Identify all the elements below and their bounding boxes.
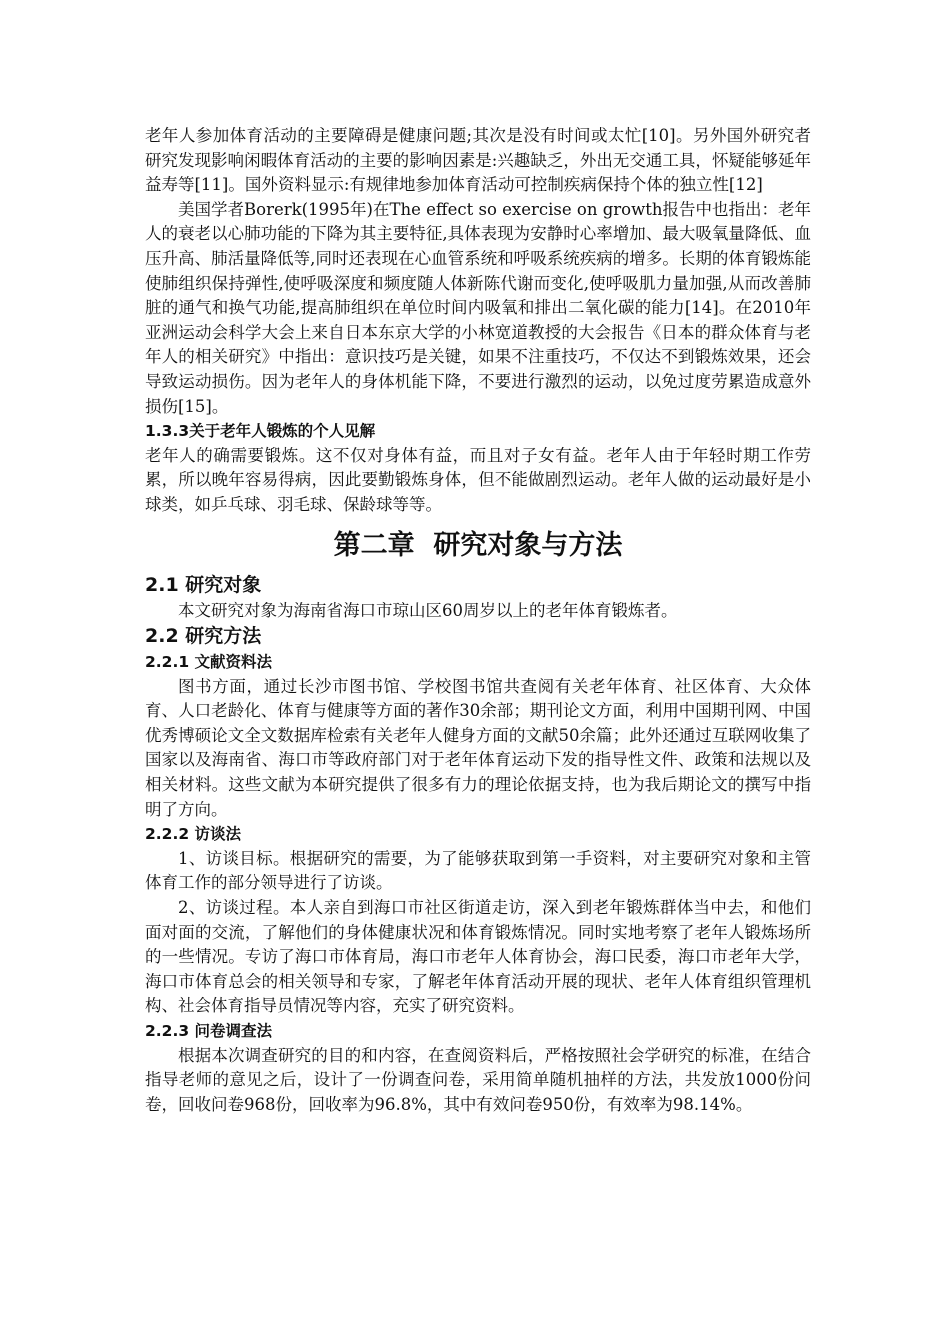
section-heading-2-2-1: 2.2.1 文献资料法 <box>145 653 273 672</box>
paragraph-personal-view: 老年人的确需要锻炼。这不仅对身体有益，而且对子女有益。老年人由于年轻时期工作劳累，所以晚年容易得病，因此要勤锻炼身体，但不能做剧烈运动。老年人做的运动最好是小球类，如乒乓球、羽毛球、保龄球等等。 <box>145 445 811 514</box>
paragraph-obstacles: 老年人参加体育活动的主要障碍是健康问题;其次是没有时间或太忙[10]。另外国外研究者研究发现影响闲暇体育活动的主要的影响因素是:兴趣缺乏，外出无交通工具，怀疑能够延年益寿等[11]。国外资料显示:有规律地参加体育活动可控制疾病保持个体的独立性[12] <box>145 126 811 195</box>
section-heading-2-2-2: 2.2.2 访谈法 <box>145 825 242 844</box>
document-page <box>145 124 811 1117</box>
paragraph-interview-goal: 1、访谈目标。根据研究的需要，为了能够获取到第一手资料，对主要研究对象和主管体育工作的部分领导进行了访谈。 <box>145 848 811 893</box>
paragraph-questionnaire-method: 根据本次调查研究的目的和内容，在查阅资料后，严格按照社会学研究的标准，在结合指导老师的意见之后，设计了一份调查问卷，采用简单随机抽样的方法，共发放1000份问卷，回收问卷968份，回收率为96.8%，其中有效问卷950份，有效率为98.14%。 <box>145 1045 811 1114</box>
section-heading-2-2-3: 2.2.3 问卷调查法 <box>145 1022 273 1040</box>
paragraph-borerk-report: 美国学者Borerk(1995年)在The effect so exercise on growth报告中也指出：老年人的衰老以心肺功能的下降为其主要特征,具体表现为安静时心率增加、最大吸氧量降低、血压升高、肺活量降低等,同时还表现在心血管系统和呼吸系统疾病的增多。长期的体育锻炼能使肺组织保持弹性,使呼吸深度和频度随人体新陈代谢而变化,使呼吸肌力量加强,从而改善肺脏的通气和换气功能,提高肺组织在单位时间内吸氧和排出二氧化碳的能力[14]。在2010年亚洲运动会科学大会上来自日本东京大学的小林宽道教授的大会报告《日本的群众体育与老年人的相关研究》中指出：意识技巧是关键，如果不注重技巧，不仅达不到锻炼效果，还会导致运动损伤。因为老年人的身体机能下降，不要进行激烈的运动，以免过度劳累造成意外损伤[15]。 <box>145 199 811 416</box>
paragraph-interview-process: 2、访谈过程。本人亲自到海口市社区街道走访，深入到老年锻炼群体当中去，和他们面对面的交流，了解他们的身体健康状况和体育锻炼情况。同时实地考察了老年人锻炼场所的一些情况。专访了海口市体育局，海口市老年人体育协会，海口民委，海口市老年大学，海口市体育总会的相关领导和专家，了解老年体育活动开展的现状、老年人体育组织管理机构、社会体育指导员情况等内容，充实了研究资料。 <box>145 898 811 1016</box>
chapter-title: 第二章 研究对象与方法 <box>333 529 623 561</box>
section-heading-2-2: 2.2 研究方法 <box>145 625 262 648</box>
section-heading-2-1: 2.1 研究对象 <box>145 573 262 596</box>
section-heading-1-3-3: 1.3.3关于老年人锻炼的个人见解 <box>145 422 376 441</box>
paragraph-research-subject: 本文研究对象为海南省海口市琼山区60周岁以上的老年体育锻炼者。 <box>178 600 678 620</box>
paragraph-literature-method: 图书方面，通过长沙市图书馆、学校图书馆共查阅有关老年体育、社区体育、大众体育、人口老龄化、体育与健康等方面的著作30余部；期刊论文方面，利用中国期刊网、中国优秀博硕论文全文数据库检索有关老年人健身方面的文献50余篇；此外还通过互联网收集了国家以及海南省、海口市等政府部门对于老年体育运动下发的指导性文件、政策和法规以及相关材料。这些文献为本研究提供了很多有力的理论依据支持，也为我后期论文的撰写中指明了方向。 <box>145 676 811 819</box>
